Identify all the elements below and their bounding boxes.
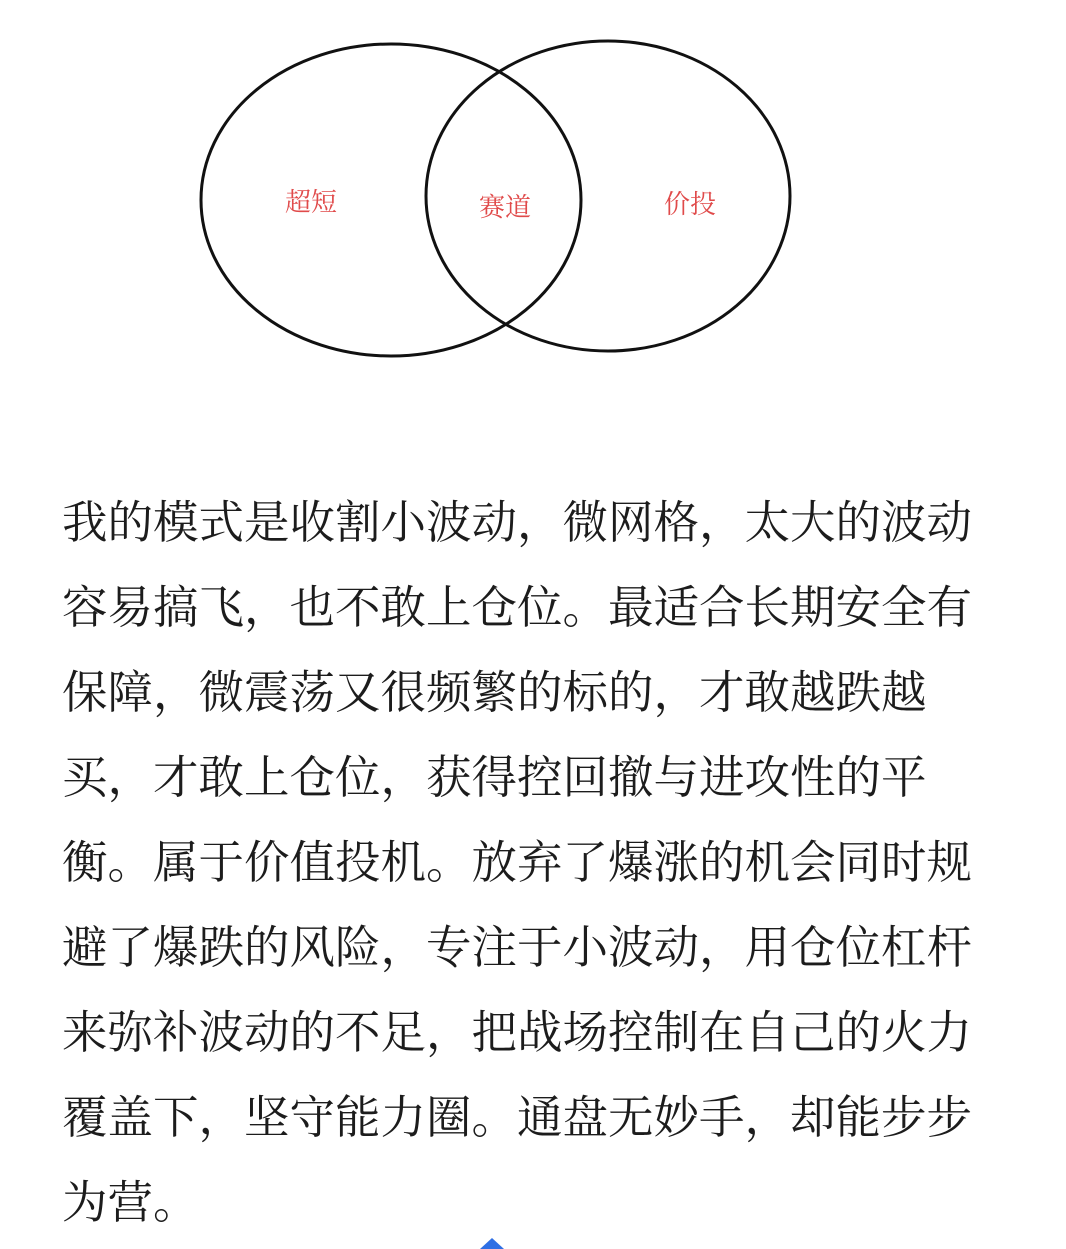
article-paragraph: 我的模式是收割小波动，微网格，太大的波动容易搞飞，也不敢上仓位。最适合长期安全有保障，微震荡又很频繁的标的，才敢越跌越买，才敢上仓位，获得控回撤与进攻性的平衡。属于价值投机。放弃了爆涨的机会同时规避了爆跌的风险，专注于小波动，用仓位杠杆来弥补波动的不足，把战场控制在自己的火力覆盖下，坚守能力圈。通盘无妙手，却能步步为营。 bbox=[62, 496, 973, 1229]
venn-diagram-svg bbox=[0, 0, 1066, 400]
caret-up-icon[interactable] bbox=[480, 1238, 504, 1249]
venn-label-left: 超短 bbox=[285, 188, 338, 218]
venn-label-center: 赛道 bbox=[479, 193, 532, 223]
venn-diagram bbox=[0, 0, 1066, 400]
venn-label-right: 价投 bbox=[664, 190, 717, 220]
